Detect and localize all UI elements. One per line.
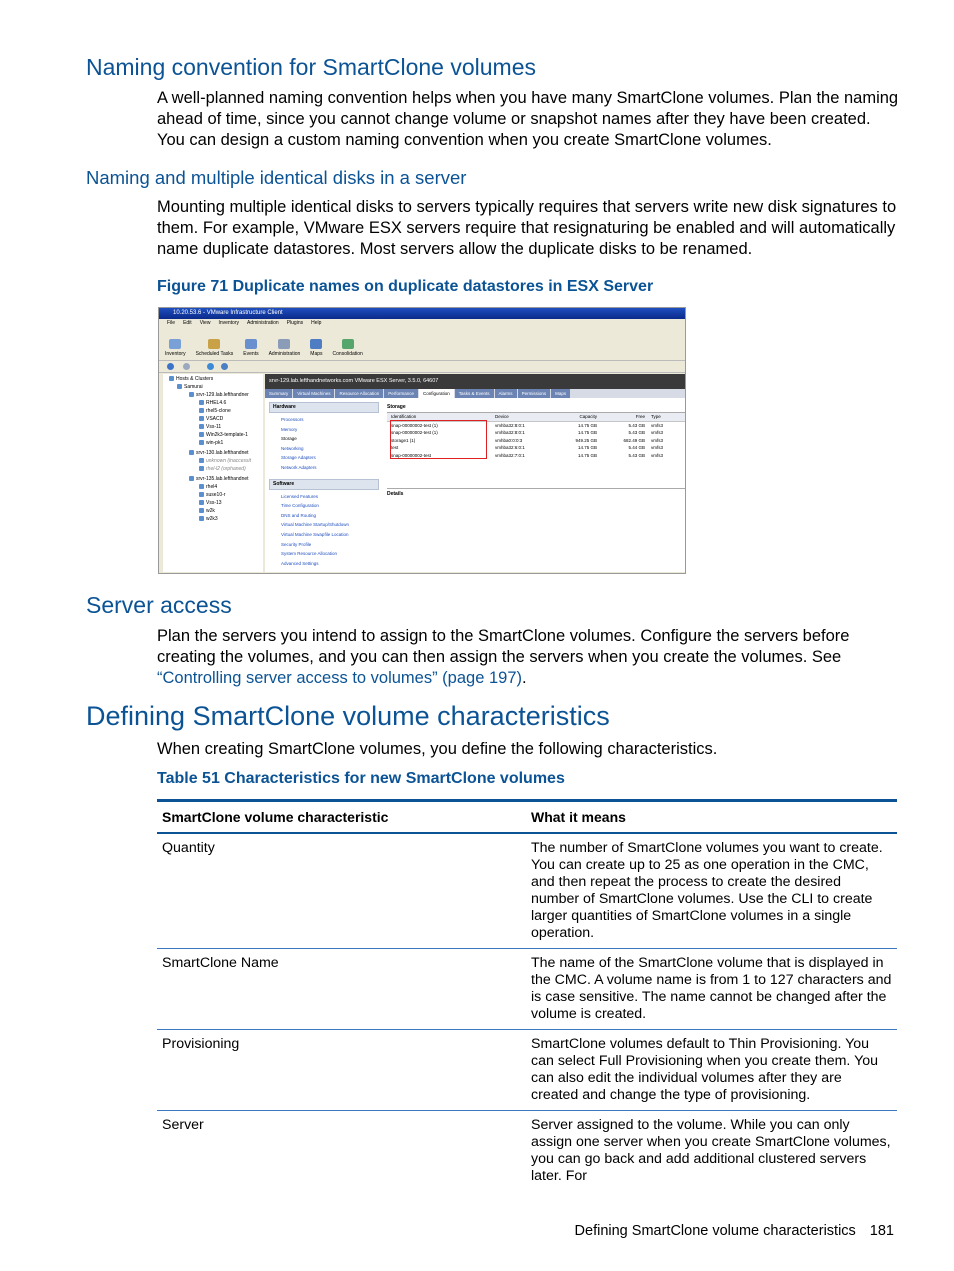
vm-icon: [199, 432, 204, 437]
tree-item[interactable]: rhel5-clone: [199, 408, 231, 414]
main-panel: [265, 374, 685, 572]
table-cell-characteristic: Quantity: [157, 833, 526, 949]
page-number: 181: [869, 1223, 894, 1239]
back-arrow-icon[interactable]: [167, 363, 174, 370]
tree-item[interactable]: w2k: [199, 508, 215, 514]
tree-item[interactable]: w2k3: [199, 516, 218, 522]
vm-icon: [199, 440, 204, 445]
tree-item[interactable]: Vss-13: [199, 500, 222, 506]
figure-caption: Figure 71 Duplicate names on duplicate datastores in ESX Server: [157, 278, 654, 295]
tree-item[interactable]: Hosts & Clusters: [169, 376, 213, 382]
tree-item[interactable]: RHEL4.6: [199, 400, 226, 406]
software-header: Software: [269, 479, 379, 490]
table-cell-characteristic: Server: [162, 1117, 204, 1133]
col-capacity[interactable]: Capacity: [579, 414, 597, 419]
tab-tasks-events[interactable]: Tasks & Events: [455, 389, 494, 398]
table-cell-characteristic: SmartClone Name: [157, 949, 526, 1030]
forward-arrow-icon[interactable]: [183, 363, 190, 370]
vm-icon: [199, 416, 204, 421]
events-icon: [245, 339, 257, 349]
vm-icon: [199, 408, 204, 413]
vm-icon: [199, 424, 204, 429]
hardware-link-memory[interactable]: Memory: [281, 426, 298, 432]
tree-item[interactable]: Vss-11: [199, 424, 221, 430]
vmware-client-screenshot: [158, 307, 686, 574]
inventory-tree: [163, 374, 263, 572]
refresh-icon[interactable]: [207, 363, 214, 370]
vm-icon: [199, 492, 204, 497]
table-header-meaning: What it means: [526, 801, 897, 834]
tab-resource-allocation[interactable]: Resource Allocation: [335, 389, 383, 398]
menu-plugins[interactable]: Plugins: [286, 320, 304, 326]
table-header-row: [157, 801, 897, 834]
software-link-licensed-features[interactable]: Licensed Features: [281, 493, 319, 499]
navigation-bar: [159, 361, 685, 373]
host-icon: [189, 392, 194, 397]
naming-convention-paragraph: A well-planned naming convention helps when you have many SmartClone volumes. Plan the naming ahead of time, since you cannot change volume or snapshot names after they have been created. You can design a custom naming convention when you create SmartClone volumes.: [157, 89, 899, 149]
section-heading-naming-convention: Naming convention for SmartClone volumes: [86, 54, 536, 80]
tree-item[interactable]: Win2k3-template-1: [199, 432, 248, 438]
subsection-heading-identical-disks: Naming and multiple identical disks in a server: [86, 167, 467, 188]
hardware-link-storage-adapters[interactable]: Storage Adapters: [281, 455, 316, 461]
vm-icon: [199, 500, 204, 505]
section-heading-server-access: Server access: [86, 592, 232, 618]
table-cell-meaning: SmartClone volumes default to Thin Provisioning. You can select Full Provisioning when you create them. You can also edit the individual volumes after they are created and change the type of provisioning.: [526, 1030, 897, 1111]
chapter-heading-defining-characteristics: Defining SmartClone volume characteristics: [86, 701, 610, 731]
hardware-link-network-adapters[interactable]: Network Adapters: [281, 464, 317, 470]
window-title-bar: 10.20.53.6 - VMware Infrastructure Client: [159, 308, 685, 319]
hardware-header: Hardware: [269, 402, 379, 413]
toolbar-consolidation-button[interactable]: Consolidation: [333, 328, 363, 360]
software-link-dns-routing[interactable]: DNS and Routing: [281, 512, 317, 518]
tab-summary[interactable]: Summary: [265, 389, 292, 398]
tab-permissions[interactable]: Permissions: [518, 389, 551, 398]
col-device[interactable]: Device: [495, 414, 509, 419]
toolbar: [159, 328, 685, 361]
menu-edit[interactable]: Edit: [183, 320, 192, 326]
software-link-time-configuration[interactable]: Time Configuration: [281, 503, 319, 509]
identical-disks-paragraph: Mounting multiple identical disks to servers typically requires that servers write new disk signatures to them. For example, VMware ESX servers require that resignaturing be enabled and will automatically name duplicate datastores. Most servers allow the duplicate disks to be renamed.: [157, 198, 897, 258]
storage-row[interactable]: storage1 (1) vmhba0:0:0:3 949.25 GB 682.49 GB vmfs3: [391, 437, 664, 443]
toolbar-administration-button[interactable]: Administration: [269, 328, 301, 360]
toolbar-events-button[interactable]: Events: [243, 328, 258, 360]
hardware-link-storage[interactable]: Storage: [281, 436, 297, 442]
vm-icon: [199, 466, 204, 471]
tree-item[interactable]: srvr-129.lab.lefthandner: [189, 392, 249, 398]
vm-icon: [199, 484, 204, 489]
menu-file[interactable]: File: [167, 320, 176, 326]
tab-alarms[interactable]: Alarms: [495, 389, 517, 398]
consolidation-icon: [342, 339, 354, 349]
vm-icon: [199, 508, 204, 513]
tab-bar: [265, 389, 685, 398]
tree-item[interactable]: win-pk1: [199, 440, 223, 446]
controlling-server-access-link[interactable]: “Controlling server access to volumes” (page 197): [157, 669, 522, 687]
tab-performance[interactable]: Performance: [384, 389, 418, 398]
scheduled-tasks-icon: [208, 339, 220, 349]
hardware-link-processors[interactable]: Processors: [281, 417, 304, 422]
table-cell-meaning: Server assigned to the volume. While you can only assign one server when you create SmartClone volumes, you can go back and add additional clustered servers later. For: [531, 1117, 891, 1184]
server-access-paragraph: Plan the servers you intend to assign to the SmartClone volumes. Configure the servers before creating the volumes, and you can then assign the servers when you create the volumes. See “Controlling server access to volumes” (page 197).: [157, 627, 850, 687]
administration-icon: [278, 339, 290, 349]
software-link-advanced-settings[interactable]: Advanced Settings: [281, 560, 319, 566]
configuration-panel: [269, 402, 379, 570]
tree-item[interactable]: rhel-l2 (orphaned): [199, 466, 246, 472]
hardware-link-networking[interactable]: Networking: [281, 445, 304, 451]
storage-row[interactable]: snap-00000002-test (1) vmhba32:8:0:1 14.75 GB 5.43 GB vmfs3: [391, 422, 664, 428]
tab-virtual-machines[interactable]: Virtual Machines: [293, 389, 334, 398]
col-type[interactable]: Type: [651, 414, 661, 419]
footer-section-title: Defining SmartClone volume characteristics: [574, 1223, 856, 1239]
tree-item[interactable]: srvr-130.lab.lefthandnet: [189, 450, 249, 456]
duplicate-names-highlight: [390, 420, 487, 459]
table-cell-meaning: The number of SmartClone volumes you want to create. You can create up to 25 as one operation in the CMC, and then repeat the process to create the desired number of SmartClone volumes. Use the CLI to create larger quantities of SmartClone volumes in a single operation.: [526, 833, 897, 949]
tab-configuration[interactable]: Configuration: [419, 389, 454, 398]
table-caption: Table 51 Characteristics for new SmartClone volumes: [157, 770, 565, 787]
maps-icon: [310, 339, 322, 349]
storage-header: Storage: [387, 402, 685, 413]
table-cell-meaning: The name of the SmartClone volume that is displayed in the CMC. A volume name is from 1 to 127 characters and is case sensitive. The name cannot be changed after the volume is created.: [526, 949, 897, 1030]
software-link-vm-swapfile[interactable]: Virtual Machine Swapfile Location: [281, 531, 349, 537]
vm-icon: [199, 400, 204, 405]
tab-maps[interactable]: Maps: [551, 389, 570, 398]
tree-item[interactable]: srvr-135.lab.lefthandnet: [189, 476, 249, 482]
storage-row[interactable]: snap-00000002-test vmhba32:7:0:1 14.75 GB 5.43 GB vmfs3: [391, 452, 664, 458]
menu-bar: [159, 319, 685, 328]
menu-inventory[interactable]: Inventory: [218, 320, 240, 326]
storage-row[interactable]: snap-00000002-test (1) vmhba32:8:0:1 14.75 GB 5.43 GB vmfs3: [391, 430, 664, 435]
tree-item[interactable]: rhel4: [199, 484, 217, 490]
host-header: srvr-129.lab.lefthandnetworks.com VMware ESX Server, 3.5.0, 64607: [265, 374, 685, 389]
table-row: [157, 833, 897, 949]
tree-item[interactable]: VSACD: [199, 416, 223, 422]
software-link-vm-startup[interactable]: Virtual Machine Startup/Shutdown: [281, 522, 349, 528]
table-header-characteristic: SmartClone volume characteristic: [157, 801, 526, 834]
characteristics-table: [157, 799, 897, 1191]
tree-item[interactable]: suse10-r: [199, 492, 225, 498]
storage-row[interactable]: test vmhba32:6:0:1 14.75 GB 5.44 GB vmfs3: [391, 445, 664, 450]
menu-help[interactable]: Help: [311, 320, 322, 326]
col-identification[interactable]: Identification: [391, 414, 417, 419]
inventory-icon: [169, 339, 181, 349]
software-link-system-resource[interactable]: System Resource Allocation: [281, 551, 338, 557]
datacenter-icon: [177, 384, 182, 389]
toolbar-inventory-button[interactable]: Inventory: [165, 328, 186, 360]
storage-panel: [387, 402, 685, 570]
host-icon: [189, 476, 194, 481]
table-row: [157, 949, 897, 1030]
folder-icon: [169, 376, 174, 381]
vm-icon: [199, 516, 204, 521]
tree-item[interactable]: Samurai: [177, 384, 203, 390]
defining-characteristics-paragraph: When creating SmartClone volumes, you define the following characteristics.: [157, 740, 718, 758]
tree-item[interactable]: unknown (inaccessit: [199, 458, 251, 464]
settings-icon[interactable]: [221, 363, 228, 370]
table-row: [157, 1111, 897, 1192]
table-cell-characteristic: Provisioning: [157, 1030, 526, 1111]
page-footer: [575, 1223, 894, 1239]
software-link-security-profile[interactable]: Security Profile: [281, 541, 312, 547]
toolbar-scheduled-tasks-button[interactable]: Scheduled Tasks: [196, 328, 234, 360]
host-icon: [189, 450, 194, 455]
menu-view[interactable]: View: [199, 320, 211, 326]
details-header: Details: [387, 488, 685, 497]
table-row: [157, 1030, 897, 1111]
vm-icon: [199, 458, 204, 463]
menu-administration[interactable]: Administration: [247, 320, 279, 326]
col-free[interactable]: Free: [635, 414, 645, 419]
toolbar-maps-button[interactable]: Maps: [310, 328, 322, 360]
